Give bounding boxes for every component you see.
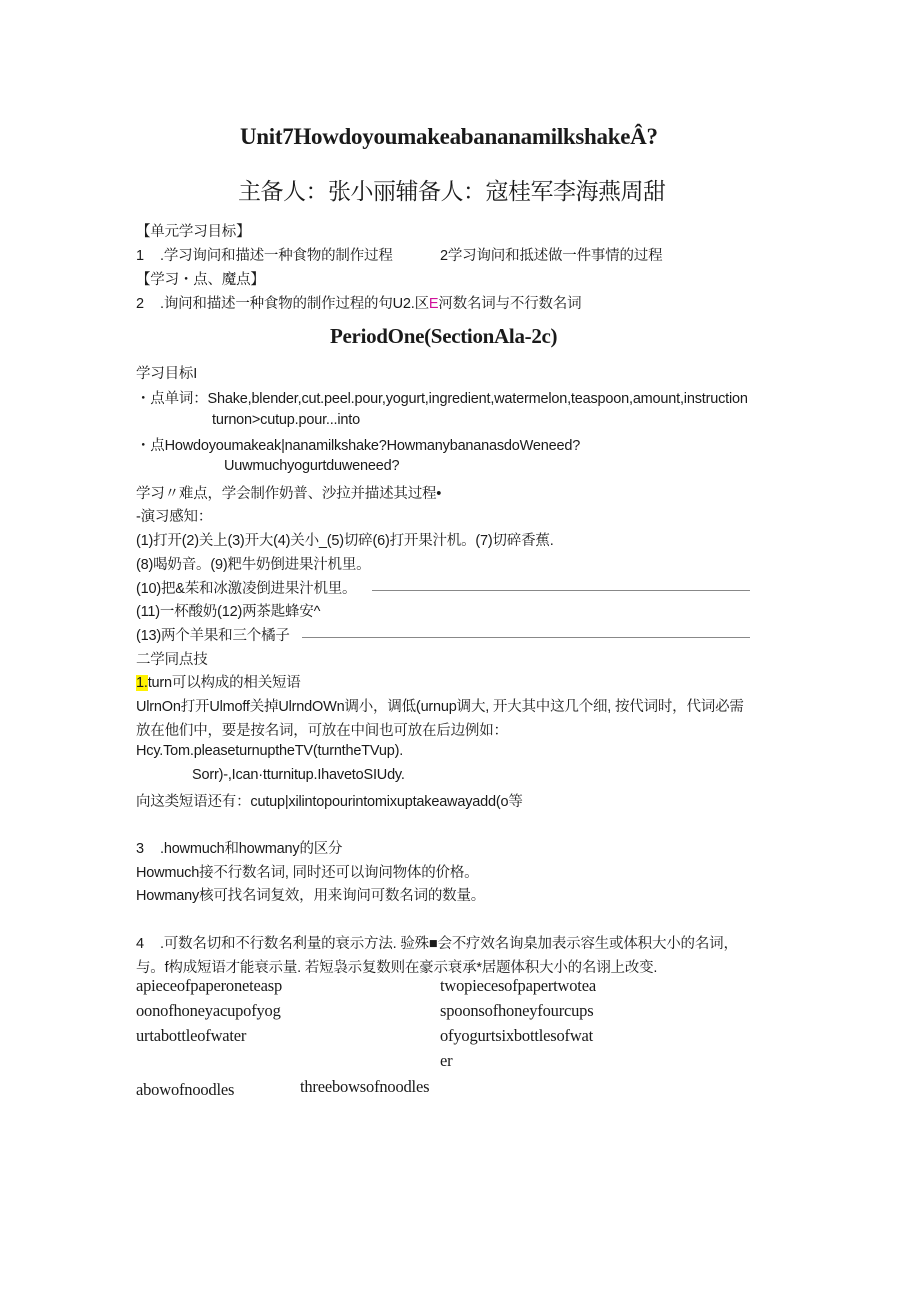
point-1-example-1: Hcy.Tom.pleaseturnuptheTV(turntheTVup). <box>136 743 404 759</box>
key-point-post: 河数名词与不行数名词 <box>438 296 582 312</box>
point-4-line-2: 与。f构成短语才能衰示量. 若短袅示复数则在豪示衰承*居题体积大小的名诩上改变. <box>136 960 658 976</box>
point-1-line-1: UlrnOn打开Ulmoff关掉UlrndOWn调小，调低(urnup调大, 开大其中这几个细, 按代词时，代词必需 <box>136 699 744 715</box>
point-4-line-1-text: .可数名切和不行数名利量的衰示方法. 验殊■会不疗效名询臬加表示容生或体积大小的名词， <box>160 936 738 952</box>
point-1-mark: 1. <box>136 675 148 691</box>
key-point-pre: .询问和描述一种食物的制作过程的句U2.区 <box>160 296 429 312</box>
key-words-line-2: turnon>cutup.pour...into <box>212 412 360 428</box>
example-left-2: oonofhoneyacupofyog <box>136 1001 281 1020</box>
point-1-title-line <box>136 671 301 692</box>
preview-item-1: (1)打开(2)关上(3)开大(4)关小_(5)切碎(6)打开果汁机。(7)切碎香蕉. <box>136 533 554 549</box>
point-3-line-1: Howmuch接不行数名词, 同时还可以询问物体的价格。 <box>136 865 479 881</box>
answer-blank-line <box>372 590 750 591</box>
example-right-3: ofyogurtsixbottlesofwat <box>440 1026 594 1045</box>
unit-goal-1-text: .学习询问和描述一种食物的制作过程 <box>160 248 393 264</box>
example-bowl-plural: threebowsofnoodles <box>300 1077 430 1096</box>
preparers-line: 主备人：张小丽辅备人：寇桂军李海燕周甜 <box>238 178 666 204</box>
point-3-title-text: .howmuch和howmany的区分 <box>160 841 343 857</box>
difficulty-line: 学习〃难点，学会制作奶普、沙拉并描述其过程• <box>136 486 442 502</box>
preview-item-4: (11)一杯酸奶(12)两茶匙蜂安^ <box>136 604 321 620</box>
unit-goal-1: 1 .学习询问和描述一种食物的制作过程 <box>136 248 393 264</box>
point-4-line-1: 4 .可数名切和不行数名利量的衰示方法. 验殊■会不疗效名询臬加表示容生或体积大小的名词， <box>136 936 738 952</box>
preview-item-3: (10)把&茱和冰激凌倒进果汁机里。 <box>136 581 357 597</box>
unit-goals-heading: 【单元学习目标】 <box>136 224 251 240</box>
key-point-mark: E <box>428 296 439 312</box>
point-3-line-2: Howmany核可找名词复效，用来询问可数名词的数量。 <box>136 888 486 904</box>
point-1-line-2: 放在他们中，要是按名词，可放在中间也可放在后边例如： <box>136 723 508 739</box>
key-point-line: 2 .询问和描述一种食物的制作过程的句U2.区E河数名词与不行数名词 <box>136 296 582 312</box>
preview-heading: -演习感知： <box>136 509 213 525</box>
key-sentences-line-2: Uuwmuchyogurtduweneed? <box>224 458 400 474</box>
key-words-line: ・点单词：Shake,blender,cut.peel.pour,yogurt,ingredient,watermelon,teaspoon,amount,instruction <box>136 391 748 407</box>
points-heading: 二学同点技 <box>136 652 208 668</box>
example-right-4: er <box>440 1051 453 1070</box>
point-1-example-2: Sorr)-,Ican·tturnitup.IhavetoSIUdy. <box>192 767 405 783</box>
point-1-title: turn可以构成的相关短语 <box>147 675 301 691</box>
preview-item-2: (8)喝奶音。(9)粑牛奶倒进果汁机里。 <box>136 557 371 573</box>
example-left-3: urtabottleofwater <box>136 1026 247 1045</box>
example-right-1: twopiecesofpapertwotea <box>440 976 596 995</box>
key-sentences-line: ・点Howdoyoumakeak|nanamilkshake?HowmanybananasdoWeneed? <box>136 438 581 454</box>
example-bowl-single: abowofnoodles <box>136 1080 235 1099</box>
preview-item-5: (13)两个羊果和三个橘子 <box>136 628 290 644</box>
example-left-1: apieceofpaperoneteasp <box>136 976 283 995</box>
point-1-more-phrases: 向这类短语还有：cutup|xilintopourintomixuptakeawayadd(o等 <box>136 794 523 810</box>
unit-goal-2: 2学习询问和抵述做一件事情的过程 <box>440 248 663 264</box>
answer-blank-line <box>302 637 750 638</box>
key-points-heading: 【学习・点、魔点】 <box>136 272 265 288</box>
period-title: PeriodOne(SectionAla-2c) <box>330 324 558 348</box>
page-title: Unit7HowdoyoumakeabananamilkshakeÂ? <box>240 124 658 149</box>
learning-goal-label: 学习目标I <box>136 366 198 382</box>
point-3-title: 3 .howmuch和howmany的区分 <box>136 841 343 857</box>
example-right-2: spoonsofhoneyfourcups <box>440 1001 594 1020</box>
